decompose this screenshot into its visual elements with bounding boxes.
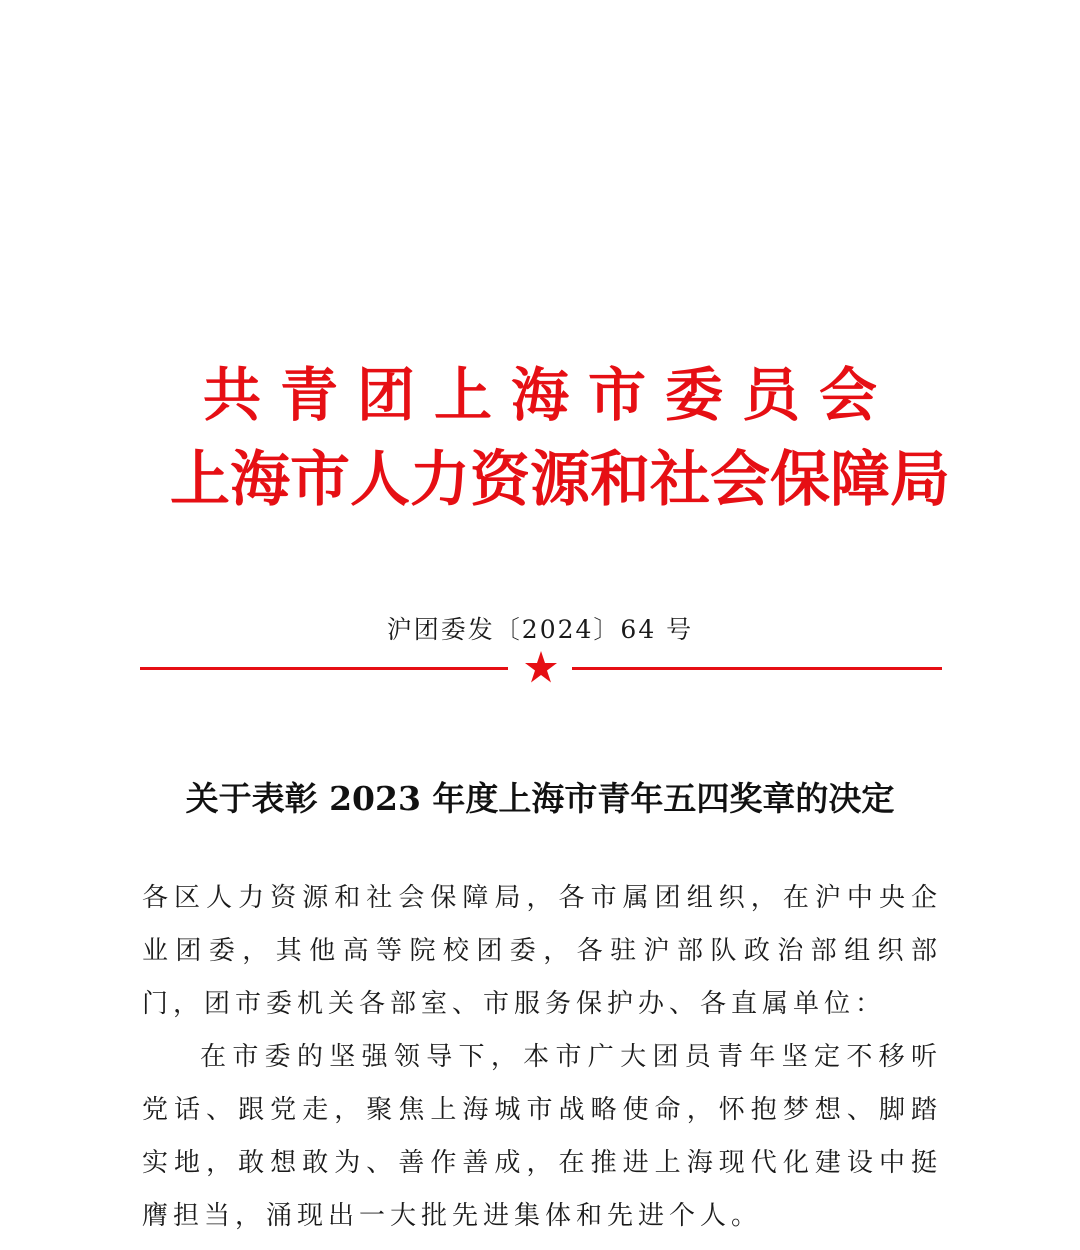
document-number: 沪团委发〔2024〕64 号 <box>386 615 694 644</box>
document-title: 关于表彰 2023 年度上海市青年五四奖章的决定 <box>185 779 895 818</box>
red-separator <box>140 650 942 686</box>
issuing-org-1: 共青团上海市委员会 <box>202 361 896 429</box>
body-paragraph: 在市委的坚强领导下，本市广大团员青年坚定不移听党话、跟党走，聚焦上海城市战略使命，怀抱梦想、脚踏实地，敢想敢为、善作善成，在推进上海现代化建设中挺膺担当，涌现出一大批先进集体和先进个人。 <box>142 1042 942 1231</box>
issuing-org-2: 上海市人力资源和社会保障局 <box>170 445 950 515</box>
separator-line-right <box>572 667 942 670</box>
separator-line-left <box>140 667 508 670</box>
document-body <box>142 872 942 1243</box>
addressees-paragraph: 各区人力资源和社会保障局，各市属团组织，在沪中央企业团委，其他高等院校团委，各驻沪部队政治部组织部门，团市委机关各部室、市服务保护办、各直属单位： <box>142 883 942 1019</box>
star-icon <box>524 650 558 684</box>
